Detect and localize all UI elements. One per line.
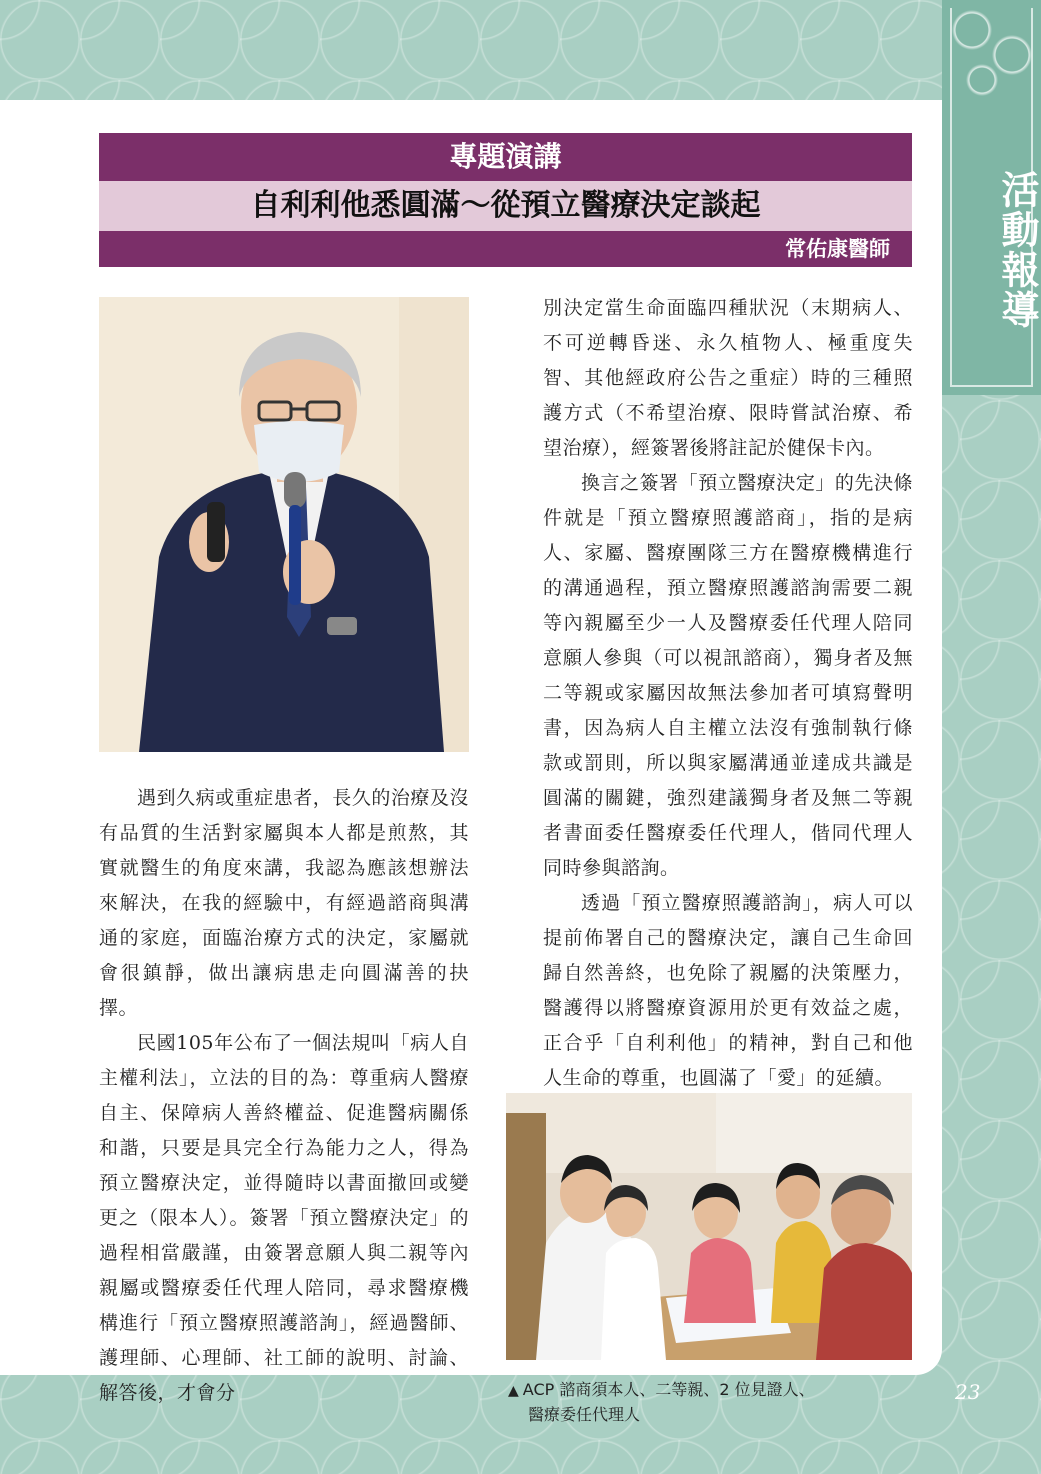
paragraph: 民國105年公布了一個法規叫「病人自主權利法」，立法的目的為：尊重病人醫療自主、保障病人善終權益、促進醫病關係和諧，只要是具完全行為能力之人，得為預立醫療決定，並得隨時以書面撤回或變更之（限本人）。簽署「預立醫療決定」的過程相當嚴謹，由簽署意願人與二親等內親屬或醫療委任代理人陪同，尋求醫療機構進行「預立醫療照護諮詢」，經過醫師、護理師、心理師、社工師的說明、討論、解答後，才會分 xyxy=(99,1032,469,1404)
triangle-icon: ▲ xyxy=(508,1383,519,1399)
left-column xyxy=(99,781,469,1411)
article-author: 常佑康醫師 xyxy=(99,231,912,267)
paragraph: 換言之簽署「預立醫療決定」的先決條件就是「預立醫療照護諮商」，指的是病人、家屬、醫療團隊三方在醫療機構進行的溝通過程，預立醫療照護諮詢需要二親等內親屬至少一人及醫療委任代理人陪同意願人參與（可以視訊諮商），獨身者及無二等親或家屬因故無法參加者可填寫聲明書，因為病人自主權立法沒有強制執行條款或罰則，所以與家屬溝通並達成共識是圓滿的關鍵，強烈建議獨身者及無二等親者書面委任醫療委任代理人，偕同代理人同時參與諮詢。 xyxy=(543,472,913,879)
speaker-photo xyxy=(99,297,469,752)
section-side-tab xyxy=(942,0,1041,395)
caption-line-2: 醫療委任代理人 xyxy=(528,1405,641,1424)
paragraph: 遇到久病或重症患者，長久的治療及沒有品質的生活對家屬與本人都是煎熬，其實就醫生的角度來講，我認為應該想辦法來解決，在我的經驗中，有經過諮商與溝通的家庭，面臨治療方式的決定，家屬就會很鎮靜，做出讓病患走向圓滿善的抉擇。 xyxy=(99,787,469,1019)
page-number: 23 xyxy=(955,1380,981,1404)
caption-line-1: ACP 諮商須本人、二等親、2 位見證人、 xyxy=(522,1380,815,1399)
photo-caption xyxy=(508,1378,908,1426)
article-category: 專題演講 xyxy=(99,133,912,181)
paragraph: 透過「預立醫療照護諮詢」，病人可以提前佈署自己的醫療決定，讓自己生命回歸自然善終，也免除了親屬的決策壓力，醫護得以將醫療資源用於更有效益之處，正合乎「自利利他」的精神，對自己和他人生命的尊重，也圓滿了「愛」的延續。 xyxy=(543,892,913,1089)
right-column xyxy=(543,291,913,1096)
meeting-photo xyxy=(506,1093,912,1360)
meeting-illustration xyxy=(506,1093,912,1360)
section-title: 活動報導 xyxy=(995,170,1039,330)
paragraph-continuation: 別決定當生命面臨四種狀況（末期病人、不可逆轉昏迷、永久植物人、極重度失智、其他經政府公告之重症）時的三種照護方式（不希望治療、限時嘗試治療、希望治療），經簽署後將註記於健保卡內。 xyxy=(543,297,913,459)
speaker-illustration xyxy=(99,297,469,752)
article-title: 自利利他悉圓滿～從預立醫療決定談起 xyxy=(99,181,912,231)
article-header xyxy=(99,133,912,267)
